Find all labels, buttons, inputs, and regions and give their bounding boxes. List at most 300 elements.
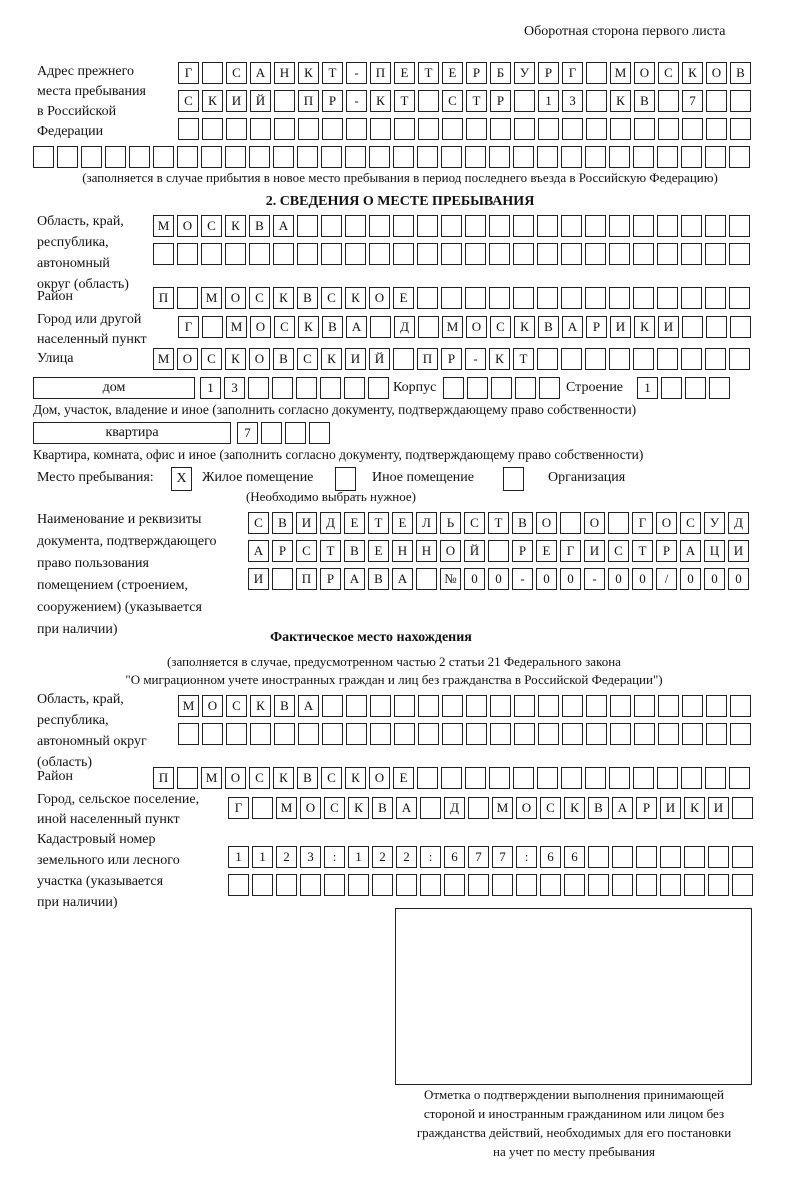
char-cell[interactable] xyxy=(681,146,702,168)
char-cell[interactable]: О xyxy=(300,797,321,819)
char-cell[interactable]: : xyxy=(516,846,537,868)
char-cell[interactable] xyxy=(372,874,393,896)
char-cell[interactable]: П xyxy=(153,287,174,309)
char-cell[interactable] xyxy=(657,215,678,237)
char-cell[interactable]: С xyxy=(296,540,317,562)
char-cell[interactable] xyxy=(226,723,247,745)
char-cell[interactable]: М xyxy=(201,287,222,309)
char-cell[interactable] xyxy=(730,316,751,338)
char-cell[interactable]: - xyxy=(465,348,486,370)
char-cell[interactable]: М xyxy=(153,215,174,237)
char-cell[interactable]: Е xyxy=(536,540,557,562)
char-cell[interactable] xyxy=(272,377,293,399)
char-cell[interactable] xyxy=(685,377,706,399)
char-cell[interactable]: Р xyxy=(656,540,677,562)
char-cell[interactable] xyxy=(730,695,751,717)
char-cell[interactable] xyxy=(537,243,558,265)
char-cell[interactable]: Т xyxy=(418,62,439,84)
char-cell[interactable]: Р xyxy=(636,797,657,819)
char-cell[interactable]: О xyxy=(536,512,557,534)
char-cell[interactable] xyxy=(562,695,583,717)
char-cell[interactable]: 2 xyxy=(276,846,297,868)
char-cell[interactable] xyxy=(322,695,343,717)
char-cell[interactable]: Р xyxy=(272,540,293,562)
char-cell[interactable] xyxy=(585,767,606,789)
char-cell[interactable] xyxy=(610,695,631,717)
char-cell[interactable] xyxy=(561,767,582,789)
char-cell[interactable]: Н xyxy=(392,540,413,562)
char-cell[interactable] xyxy=(681,767,702,789)
char-cell[interactable]: Г xyxy=(560,540,581,562)
char-cell[interactable] xyxy=(322,118,343,140)
char-cell[interactable] xyxy=(732,797,753,819)
char-cell[interactable]: Г xyxy=(562,62,583,84)
char-cell[interactable] xyxy=(609,348,630,370)
char-cell[interactable] xyxy=(202,62,223,84)
char-cell[interactable]: Ц xyxy=(704,540,725,562)
char-cell[interactable] xyxy=(561,287,582,309)
char-cell[interactable]: А xyxy=(680,540,701,562)
char-cell[interactable] xyxy=(81,146,102,168)
char-cell[interactable] xyxy=(515,377,536,399)
char-cell[interactable]: М xyxy=(153,348,174,370)
char-cell[interactable] xyxy=(153,243,174,265)
char-cell[interactable] xyxy=(610,118,631,140)
char-cell[interactable] xyxy=(418,118,439,140)
char-cell[interactable] xyxy=(285,422,306,444)
char-cell[interactable]: С xyxy=(274,316,295,338)
char-cell[interactable] xyxy=(418,723,439,745)
char-cell[interactable] xyxy=(417,215,438,237)
char-cell[interactable] xyxy=(705,767,726,789)
char-cell[interactable] xyxy=(562,118,583,140)
char-cell[interactable] xyxy=(489,146,510,168)
char-cell[interactable] xyxy=(609,767,630,789)
char-cell[interactable] xyxy=(272,568,293,590)
char-cell[interactable] xyxy=(300,874,321,896)
char-cell[interactable] xyxy=(586,723,607,745)
char-cell[interactable] xyxy=(729,146,750,168)
char-cell[interactable] xyxy=(708,846,729,868)
char-cell[interactable]: - xyxy=(584,568,605,590)
char-cell[interactable]: К xyxy=(564,797,585,819)
char-cell[interactable]: С xyxy=(321,767,342,789)
char-cell[interactable]: О xyxy=(249,348,270,370)
char-cell[interactable] xyxy=(417,243,438,265)
char-cell[interactable] xyxy=(297,146,318,168)
char-cell[interactable]: 2 xyxy=(396,846,417,868)
char-cell[interactable]: А xyxy=(298,695,319,717)
char-cell[interactable]: Г xyxy=(632,512,653,534)
char-cell[interactable]: В xyxy=(273,348,294,370)
char-cell[interactable] xyxy=(681,348,702,370)
char-cell[interactable]: Л xyxy=(416,512,437,534)
char-cell[interactable]: М xyxy=(492,797,513,819)
char-cell[interactable]: К xyxy=(345,287,366,309)
char-cell[interactable] xyxy=(177,243,198,265)
char-cell[interactable]: Т xyxy=(394,90,415,112)
char-cell[interactable]: Д xyxy=(444,797,465,819)
char-cell[interactable] xyxy=(490,695,511,717)
char-cell[interactable] xyxy=(729,243,750,265)
char-cell[interactable]: О xyxy=(634,62,655,84)
char-cell[interactable] xyxy=(706,118,727,140)
char-cell[interactable] xyxy=(730,723,751,745)
char-cell[interactable]: И xyxy=(248,568,269,590)
char-cell[interactable]: К xyxy=(348,797,369,819)
char-cell[interactable]: 0 xyxy=(536,568,557,590)
char-cell[interactable] xyxy=(636,874,657,896)
char-cell[interactable] xyxy=(588,874,609,896)
char-cell[interactable] xyxy=(706,695,727,717)
char-cell[interactable]: 0 xyxy=(680,568,701,590)
char-cell[interactable]: С xyxy=(490,316,511,338)
char-cell[interactable] xyxy=(276,874,297,896)
char-cell[interactable] xyxy=(321,146,342,168)
char-cell[interactable] xyxy=(465,146,486,168)
char-cell[interactable]: П xyxy=(298,90,319,112)
char-cell[interactable] xyxy=(298,118,319,140)
char-cell[interactable] xyxy=(468,874,489,896)
char-cell[interactable] xyxy=(324,874,345,896)
char-cell[interactable]: М xyxy=(226,316,247,338)
char-cell[interactable] xyxy=(468,797,489,819)
char-cell[interactable] xyxy=(228,874,249,896)
char-cell[interactable] xyxy=(732,846,753,868)
char-cell[interactable]: Е xyxy=(393,287,414,309)
char-cell[interactable]: В xyxy=(538,316,559,338)
char-cell[interactable] xyxy=(491,377,512,399)
char-cell[interactable]: И xyxy=(584,540,605,562)
char-cell[interactable]: А xyxy=(273,215,294,237)
char-cell[interactable] xyxy=(660,846,681,868)
char-cell[interactable]: О xyxy=(516,797,537,819)
char-cell[interactable] xyxy=(442,695,463,717)
place-checkbox[interactable] xyxy=(335,467,356,491)
char-cell[interactable] xyxy=(706,316,727,338)
char-cell[interactable]: / xyxy=(656,568,677,590)
char-cell[interactable] xyxy=(732,874,753,896)
char-cell[interactable] xyxy=(369,243,390,265)
char-cell[interactable]: С xyxy=(658,62,679,84)
char-cell[interactable] xyxy=(658,90,679,112)
char-cell[interactable]: К xyxy=(202,90,223,112)
char-cell[interactable]: Б xyxy=(490,62,511,84)
char-cell[interactable] xyxy=(441,146,462,168)
char-cell[interactable] xyxy=(560,512,581,534)
char-cell[interactable] xyxy=(490,723,511,745)
char-cell[interactable]: Е xyxy=(394,62,415,84)
char-cell[interactable] xyxy=(657,146,678,168)
char-cell[interactable] xyxy=(729,287,750,309)
char-cell[interactable]: Й xyxy=(369,348,390,370)
char-cell[interactable] xyxy=(705,215,726,237)
char-cell[interactable] xyxy=(729,215,750,237)
char-cell[interactable]: П xyxy=(417,348,438,370)
char-cell[interactable]: К xyxy=(345,767,366,789)
char-cell[interactable] xyxy=(489,243,510,265)
char-cell[interactable] xyxy=(705,146,726,168)
char-cell[interactable]: Е xyxy=(393,767,414,789)
char-cell[interactable] xyxy=(394,723,415,745)
char-cell[interactable] xyxy=(609,215,630,237)
char-cell[interactable]: А xyxy=(248,540,269,562)
char-cell[interactable]: - xyxy=(512,568,533,590)
char-cell[interactable] xyxy=(661,377,682,399)
char-cell[interactable] xyxy=(442,118,463,140)
char-cell[interactable] xyxy=(393,146,414,168)
char-cell[interactable]: С xyxy=(442,90,463,112)
char-cell[interactable]: В xyxy=(730,62,751,84)
char-cell[interactable]: А xyxy=(612,797,633,819)
char-cell[interactable] xyxy=(57,146,78,168)
char-cell[interactable] xyxy=(396,874,417,896)
char-cell[interactable] xyxy=(513,767,534,789)
char-cell[interactable]: С xyxy=(680,512,701,534)
char-cell[interactable]: 3 xyxy=(300,846,321,868)
char-cell[interactable]: О xyxy=(225,287,246,309)
char-cell[interactable] xyxy=(393,215,414,237)
char-cell[interactable]: С xyxy=(248,512,269,534)
char-cell[interactable] xyxy=(249,146,270,168)
char-cell[interactable] xyxy=(586,118,607,140)
char-cell[interactable] xyxy=(612,874,633,896)
char-cell[interactable]: 6 xyxy=(540,846,561,868)
char-cell[interactable]: 0 xyxy=(704,568,725,590)
char-cell[interactable]: Т xyxy=(320,540,341,562)
char-cell[interactable] xyxy=(489,287,510,309)
char-cell[interactable]: М xyxy=(276,797,297,819)
char-cell[interactable] xyxy=(537,287,558,309)
char-cell[interactable] xyxy=(393,243,414,265)
char-cell[interactable] xyxy=(370,118,391,140)
char-cell[interactable]: Н xyxy=(416,540,437,562)
char-cell[interactable]: И xyxy=(345,348,366,370)
char-cell[interactable] xyxy=(321,243,342,265)
char-cell[interactable] xyxy=(729,348,750,370)
char-cell[interactable] xyxy=(420,797,441,819)
char-cell[interactable]: А xyxy=(346,316,367,338)
char-cell[interactable]: Р xyxy=(441,348,462,370)
apartment-type-field[interactable]: квартира xyxy=(33,422,231,444)
char-cell[interactable]: О xyxy=(466,316,487,338)
char-cell[interactable] xyxy=(466,118,487,140)
char-cell[interactable] xyxy=(441,767,462,789)
char-cell[interactable] xyxy=(585,348,606,370)
char-cell[interactable]: 6 xyxy=(564,846,585,868)
char-cell[interactable]: № xyxy=(440,568,461,590)
char-cell[interactable] xyxy=(708,874,729,896)
char-cell[interactable] xyxy=(588,846,609,868)
char-cell[interactable]: С xyxy=(178,90,199,112)
char-cell[interactable]: Т xyxy=(632,540,653,562)
char-cell[interactable]: Т xyxy=(322,62,343,84)
char-cell[interactable] xyxy=(441,287,462,309)
char-cell[interactable] xyxy=(539,377,560,399)
char-cell[interactable]: В xyxy=(512,512,533,534)
char-cell[interactable] xyxy=(297,215,318,237)
char-cell[interactable]: В xyxy=(272,512,293,534)
char-cell[interactable] xyxy=(514,695,535,717)
char-cell[interactable]: К xyxy=(370,90,391,112)
char-cell[interactable]: Д xyxy=(320,512,341,534)
char-cell[interactable] xyxy=(489,767,510,789)
char-cell[interactable] xyxy=(537,215,558,237)
char-cell[interactable] xyxy=(608,512,629,534)
char-cell[interactable] xyxy=(466,723,487,745)
char-cell[interactable] xyxy=(658,118,679,140)
char-cell[interactable] xyxy=(273,146,294,168)
char-cell[interactable] xyxy=(250,723,271,745)
char-cell[interactable]: Е xyxy=(344,512,365,534)
char-cell[interactable] xyxy=(513,146,534,168)
char-cell[interactable] xyxy=(418,90,439,112)
char-cell[interactable]: А xyxy=(250,62,271,84)
char-cell[interactable]: 7 xyxy=(492,846,513,868)
char-cell[interactable] xyxy=(657,348,678,370)
char-cell[interactable]: О xyxy=(369,287,390,309)
char-cell[interactable] xyxy=(705,348,726,370)
char-cell[interactable] xyxy=(562,723,583,745)
char-cell[interactable]: 7 xyxy=(237,422,258,444)
char-cell[interactable] xyxy=(538,118,559,140)
char-cell[interactable] xyxy=(420,874,441,896)
char-cell[interactable] xyxy=(682,316,703,338)
char-cell[interactable]: Т xyxy=(466,90,487,112)
char-cell[interactable]: Ь xyxy=(440,512,461,534)
char-cell[interactable]: К xyxy=(514,316,535,338)
char-cell[interactable]: О xyxy=(177,348,198,370)
char-cell[interactable] xyxy=(514,90,535,112)
char-cell[interactable]: Е xyxy=(392,512,413,534)
char-cell[interactable]: В xyxy=(634,90,655,112)
char-cell[interactable] xyxy=(682,118,703,140)
char-cell[interactable] xyxy=(368,377,389,399)
char-cell[interactable]: 0 xyxy=(608,568,629,590)
char-cell[interactable] xyxy=(33,146,54,168)
char-cell[interactable] xyxy=(225,146,246,168)
char-cell[interactable]: Н xyxy=(274,62,295,84)
char-cell[interactable]: Д xyxy=(728,512,749,534)
char-cell[interactable] xyxy=(682,695,703,717)
char-cell[interactable]: К xyxy=(321,348,342,370)
char-cell[interactable] xyxy=(586,695,607,717)
char-cell[interactable]: 1 xyxy=(637,377,658,399)
char-cell[interactable] xyxy=(345,243,366,265)
char-cell[interactable] xyxy=(538,723,559,745)
char-cell[interactable] xyxy=(537,767,558,789)
char-cell[interactable]: О xyxy=(706,62,727,84)
char-cell[interactable] xyxy=(394,118,415,140)
char-cell[interactable] xyxy=(633,287,654,309)
char-cell[interactable] xyxy=(444,874,465,896)
char-cell[interactable] xyxy=(177,767,198,789)
char-cell[interactable]: 0 xyxy=(488,568,509,590)
char-cell[interactable] xyxy=(633,243,654,265)
char-cell[interactable] xyxy=(274,90,295,112)
char-cell[interactable] xyxy=(634,723,655,745)
char-cell[interactable] xyxy=(346,695,367,717)
char-cell[interactable]: К xyxy=(682,62,703,84)
char-cell[interactable] xyxy=(226,118,247,140)
char-cell[interactable]: В xyxy=(588,797,609,819)
char-cell[interactable] xyxy=(633,215,654,237)
char-cell[interactable] xyxy=(177,146,198,168)
char-cell[interactable]: 2 xyxy=(372,846,393,868)
char-cell[interactable] xyxy=(201,146,222,168)
char-cell[interactable] xyxy=(248,377,269,399)
char-cell[interactable]: 1 xyxy=(252,846,273,868)
char-cell[interactable]: О xyxy=(440,540,461,562)
char-cell[interactable] xyxy=(490,118,511,140)
char-cell[interactable] xyxy=(488,540,509,562)
char-cell[interactable] xyxy=(416,568,437,590)
char-cell[interactable] xyxy=(633,767,654,789)
char-cell[interactable] xyxy=(633,348,654,370)
char-cell[interactable] xyxy=(465,243,486,265)
char-cell[interactable] xyxy=(417,287,438,309)
char-cell[interactable] xyxy=(178,118,199,140)
char-cell[interactable] xyxy=(514,118,535,140)
char-cell[interactable] xyxy=(274,723,295,745)
char-cell[interactable]: С xyxy=(249,767,270,789)
char-cell[interactable]: 1 xyxy=(228,846,249,868)
char-cell[interactable]: В xyxy=(322,316,343,338)
char-cell[interactable] xyxy=(610,723,631,745)
char-cell[interactable]: 0 xyxy=(728,568,749,590)
char-cell[interactable]: В xyxy=(297,767,318,789)
char-cell[interactable]: : xyxy=(324,846,345,868)
char-cell[interactable]: В xyxy=(372,797,393,819)
char-cell[interactable]: В xyxy=(249,215,270,237)
char-cell[interactable] xyxy=(561,146,582,168)
char-cell[interactable] xyxy=(202,118,223,140)
char-cell[interactable] xyxy=(252,874,273,896)
char-cell[interactable] xyxy=(417,767,438,789)
char-cell[interactable]: К xyxy=(684,797,705,819)
char-cell[interactable] xyxy=(296,377,317,399)
char-cell[interactable] xyxy=(370,695,391,717)
char-cell[interactable]: 0 xyxy=(560,568,581,590)
char-cell[interactable] xyxy=(657,767,678,789)
char-cell[interactable]: О xyxy=(250,316,271,338)
char-cell[interactable] xyxy=(585,243,606,265)
char-cell[interactable] xyxy=(345,146,366,168)
char-cell[interactable] xyxy=(369,146,390,168)
char-cell[interactable] xyxy=(540,874,561,896)
char-cell[interactable] xyxy=(636,846,657,868)
char-cell[interactable]: К xyxy=(634,316,655,338)
char-cell[interactable] xyxy=(612,846,633,868)
char-cell[interactable] xyxy=(105,146,126,168)
char-cell[interactable]: Т xyxy=(513,348,534,370)
char-cell[interactable] xyxy=(586,90,607,112)
char-cell[interactable] xyxy=(633,146,654,168)
char-cell[interactable] xyxy=(465,215,486,237)
char-cell[interactable]: И xyxy=(296,512,317,534)
char-cell[interactable] xyxy=(730,118,751,140)
char-cell[interactable]: И xyxy=(728,540,749,562)
char-cell[interactable] xyxy=(322,723,343,745)
char-cell[interactable] xyxy=(344,377,365,399)
char-cell[interactable]: О xyxy=(656,512,677,534)
char-cell[interactable]: С xyxy=(201,348,222,370)
char-cell[interactable] xyxy=(657,287,678,309)
char-cell[interactable]: А xyxy=(392,568,413,590)
char-cell[interactable] xyxy=(609,146,630,168)
char-cell[interactable] xyxy=(274,118,295,140)
char-cell[interactable] xyxy=(321,215,342,237)
